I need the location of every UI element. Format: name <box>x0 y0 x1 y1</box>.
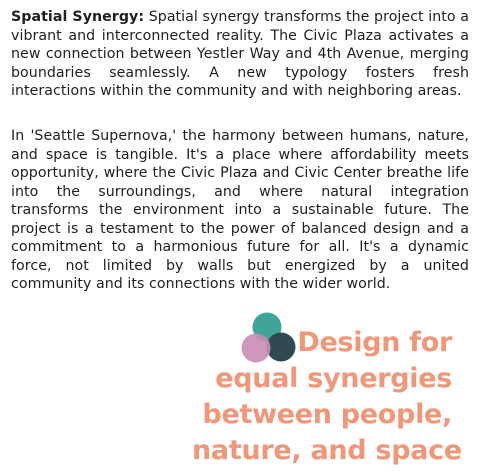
intro-text: Spatial synergy transforms the project into a vibrant and interconnected reality. The Civic Plaza activates a new connection between Yestler Way and 4th Avenue, merging boundaries seamlessly. A new typology fosters fresh interactions within the community and with neighboring areas. <box>11 9 469 99</box>
callout-line: Design for <box>297 327 452 358</box>
callout-line: nature, and space <box>192 435 462 466</box>
callout-line: equal synergies <box>215 363 452 394</box>
callout-line: between people, <box>202 399 452 430</box>
callout-headline <box>192 325 462 469</box>
body-paragraph: In 'Seattle Supernova,' the harmony between humans, nature, and space is tangible. It's a place where affordability meets opportunity, where the Civic Plaza and Civic Center breathe life into the surroundings, and where natural integration transforms the environment into a sustainable future. The project is a testament to the power of balanced design and a commitment to a harmonious future for all. It's a dynamic force, not limited by walls but energized by a united community and its connections with the wider world. <box>11 128 469 292</box>
lead-heading: Spatial Synergy: <box>11 9 145 25</box>
intro-paragraph <box>11 8 469 101</box>
